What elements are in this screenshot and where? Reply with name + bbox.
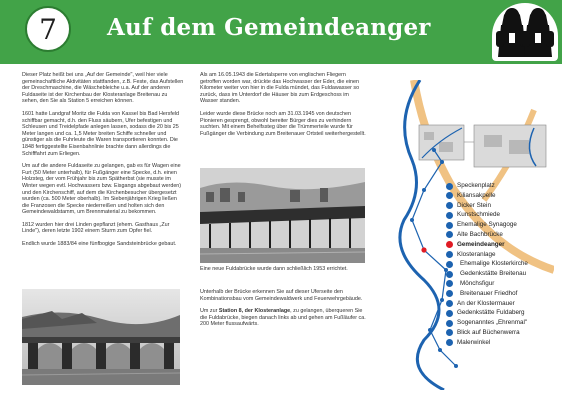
bridge-photo-image bbox=[22, 289, 180, 385]
paragraph: Um auf die andere Fuldaseite zu gelangen, gab es für Wagen eine Furt (50 Meter unterhalb), für Fußgänger eine Specke, d.h. einen Holzsteg, der vom Frühjahr bis zum Spätherbst (sie musste im Winter wegen evtl. Hochwassers bzw. Eisgangs abgebaut werden) und den Kirchenschiff, auf dem die Kirchenbesucher übergesetzt wurden (ca. 500 Meter oberhalb). Im Siebenjährigen Krieg ließen die Franzosen die Specke niederreißen und holten sich den Gemeindewaldstamm, um Brennmaterial zu bekommen. bbox=[22, 163, 182, 216]
station-marker-icon bbox=[446, 300, 453, 307]
historic-bridge-photo bbox=[22, 289, 180, 385]
closing-text bbox=[200, 289, 368, 328]
station-marker-icon bbox=[446, 310, 453, 317]
legend-label: Kunstschmiede bbox=[457, 211, 501, 219]
legend-item bbox=[446, 289, 556, 299]
station-marker-icon bbox=[446, 251, 453, 258]
station-marker-icon bbox=[446, 202, 453, 209]
directions-bold: Station 8, der Klosteranlage bbox=[218, 308, 291, 315]
legend-item bbox=[446, 318, 556, 328]
legend-item bbox=[446, 240, 556, 250]
paragraph: 1812 wurden hier drei Linden gepflanzt (ehem. Gasthaus „Zur Linde"), deren letzte 1902 einem Sturm zum Opfer fiel. bbox=[22, 221, 170, 235]
legend-item bbox=[446, 210, 556, 220]
legend-item bbox=[446, 201, 556, 211]
text-column-right bbox=[200, 72, 368, 143]
legend-item bbox=[446, 259, 556, 269]
legend-label: Gemeindeanger bbox=[457, 240, 505, 248]
legend-item bbox=[446, 269, 556, 279]
station-marker-icon bbox=[446, 212, 453, 219]
legend-item bbox=[446, 308, 556, 318]
legend-item bbox=[446, 328, 556, 338]
station-marker-icon bbox=[446, 231, 453, 238]
station-marker-icon bbox=[446, 280, 453, 287]
station-number: 7 bbox=[39, 12, 57, 46]
monks-logo bbox=[492, 3, 558, 61]
station-marker-icon bbox=[446, 241, 453, 248]
paragraph: Als am 16.05.1943 die Edertalsperre von englischen Fliegern getroffen worden war, drückte das Hochwasser der Eder, die einen Kilometer weiter von hier in die Fulda mündet, das Fuldawasser so zurück, dass im Unterdorf die Häuser bis zum Erdgeschoss im Wasser standen. bbox=[200, 72, 360, 105]
station-marker-icon bbox=[446, 183, 453, 190]
station-number-badge bbox=[25, 6, 71, 52]
text-column-left bbox=[22, 72, 184, 254]
station-marker-icon bbox=[446, 329, 453, 336]
legend-label: Malerwinkel bbox=[457, 338, 491, 346]
directions-paragraph bbox=[200, 308, 368, 328]
station-marker-icon bbox=[446, 290, 453, 297]
legend-item bbox=[446, 181, 556, 191]
caption-text: Eine neue Fuldabrücke wurde dann schließlich 1953 errichtet. bbox=[200, 266, 348, 272]
new-bridge-image bbox=[200, 168, 365, 263]
station-marker-icon bbox=[446, 271, 453, 278]
legend-item bbox=[446, 250, 556, 260]
paragraph: Dieser Platz heißt bei uns „Auf der Gemeinde", weil hier viele gemeinschaftliche Aktivitäten stattfanden, z.B. Feste, das Aufstellen der Dreschmaschine, die Wäschebleiche u.a. Auf der anderen Fuldaseite ist der Kirchenbau der Klosteranlage Breitenau zu sehen, den Sie als Station 5 erreichen können. bbox=[22, 72, 184, 105]
legend-item bbox=[446, 299, 556, 309]
station-marker-icon bbox=[446, 261, 453, 268]
legend-label: Dicker Stein bbox=[457, 201, 491, 209]
directions-tail: , zu gelangen, überqueren Sie die Fuldabrücke, biegen danach links ab und gehen am Fußläufer ca. 200 Meter flussaufwärts. bbox=[200, 308, 366, 328]
legend-label: Gedenkstätte Fuldaberg bbox=[457, 309, 525, 317]
directions-lead: Um zur bbox=[200, 308, 219, 315]
legend-item bbox=[446, 220, 556, 230]
legend-label: Speckenplatz bbox=[457, 182, 495, 189]
page-title: Auf dem Gemeindeanger bbox=[107, 14, 431, 41]
legend-label: Sogenanntes „Ehrenmal" bbox=[457, 319, 528, 327]
paragraph: Leider wurde diese Brücke noch am 31.03.1945 von deutschen Pionieren gesprengt, obwohl bereiter Bürger dies zu verhindern suchten. Mit einem Behelfssteg über die Trümmerteile wurde für Fußgänger die Verbindung zum Breitenauer Ortsteil weiterhergestellt. bbox=[200, 110, 366, 137]
paragraph: 1601 hatte Landgraf Moritz die Fulda von Kassel bis Bad Hersfeld schiffbar gemacht, d.h. den Fluss säubern, Ufer befestigen und Schleusen und Treidelpfade anlegen lassen, sodass die 20 bis 25 Meter langen und ca. 1,5 Meter breiten Schiffe schneller und günstiger als die Fuhrleute die Waren transportieren konnten. Die 1848 fertiggestellte Eisenbahnlinie brachte dann allerdings die Schifffahrt zum Erliegen. bbox=[22, 110, 180, 157]
legend-label: Ehemalige Klosterkirche bbox=[460, 260, 528, 268]
station-marker-icon bbox=[446, 192, 453, 199]
legend-item bbox=[446, 191, 556, 201]
station-legend bbox=[446, 181, 556, 348]
legend-label: Klosteranlage bbox=[457, 250, 496, 258]
legend-label: Kiliansakpelle bbox=[457, 191, 496, 199]
new-bridge-photo bbox=[200, 168, 365, 263]
legend-label: Gedenkstätte Breitenau bbox=[460, 270, 527, 278]
legend-label: Mönchsfigur bbox=[460, 279, 495, 287]
legend-label: An der Klostermauer bbox=[457, 299, 515, 307]
station-marker-icon bbox=[446, 222, 453, 229]
legend-label: Breitenauer Friedhof bbox=[460, 289, 518, 297]
photo-caption bbox=[200, 266, 368, 273]
monks-logo-icon bbox=[492, 3, 558, 61]
paragraph: Unterhalb der Brücke erkennen Sie auf dieser Uferseite den Kombinationsbau vom Gemeindewaldwerk und Feuerwehrgebäude. bbox=[200, 289, 363, 302]
header-bar bbox=[0, 0, 562, 64]
legend-label: Alte Bachbrücke bbox=[457, 230, 503, 238]
legend-item bbox=[446, 279, 556, 289]
legend-label: Ehemalige Synagoge bbox=[457, 221, 517, 229]
legend-item bbox=[446, 230, 556, 240]
station-marker-icon bbox=[446, 320, 453, 327]
legend-item bbox=[446, 338, 556, 348]
legend-label: Blick auf Büchenwerra bbox=[457, 328, 520, 336]
station-marker-icon bbox=[446, 339, 453, 346]
paragraph: Endlich wurde 1883/84 eine fünfbogige Sandsteinbrücke gebaut. bbox=[22, 241, 177, 248]
